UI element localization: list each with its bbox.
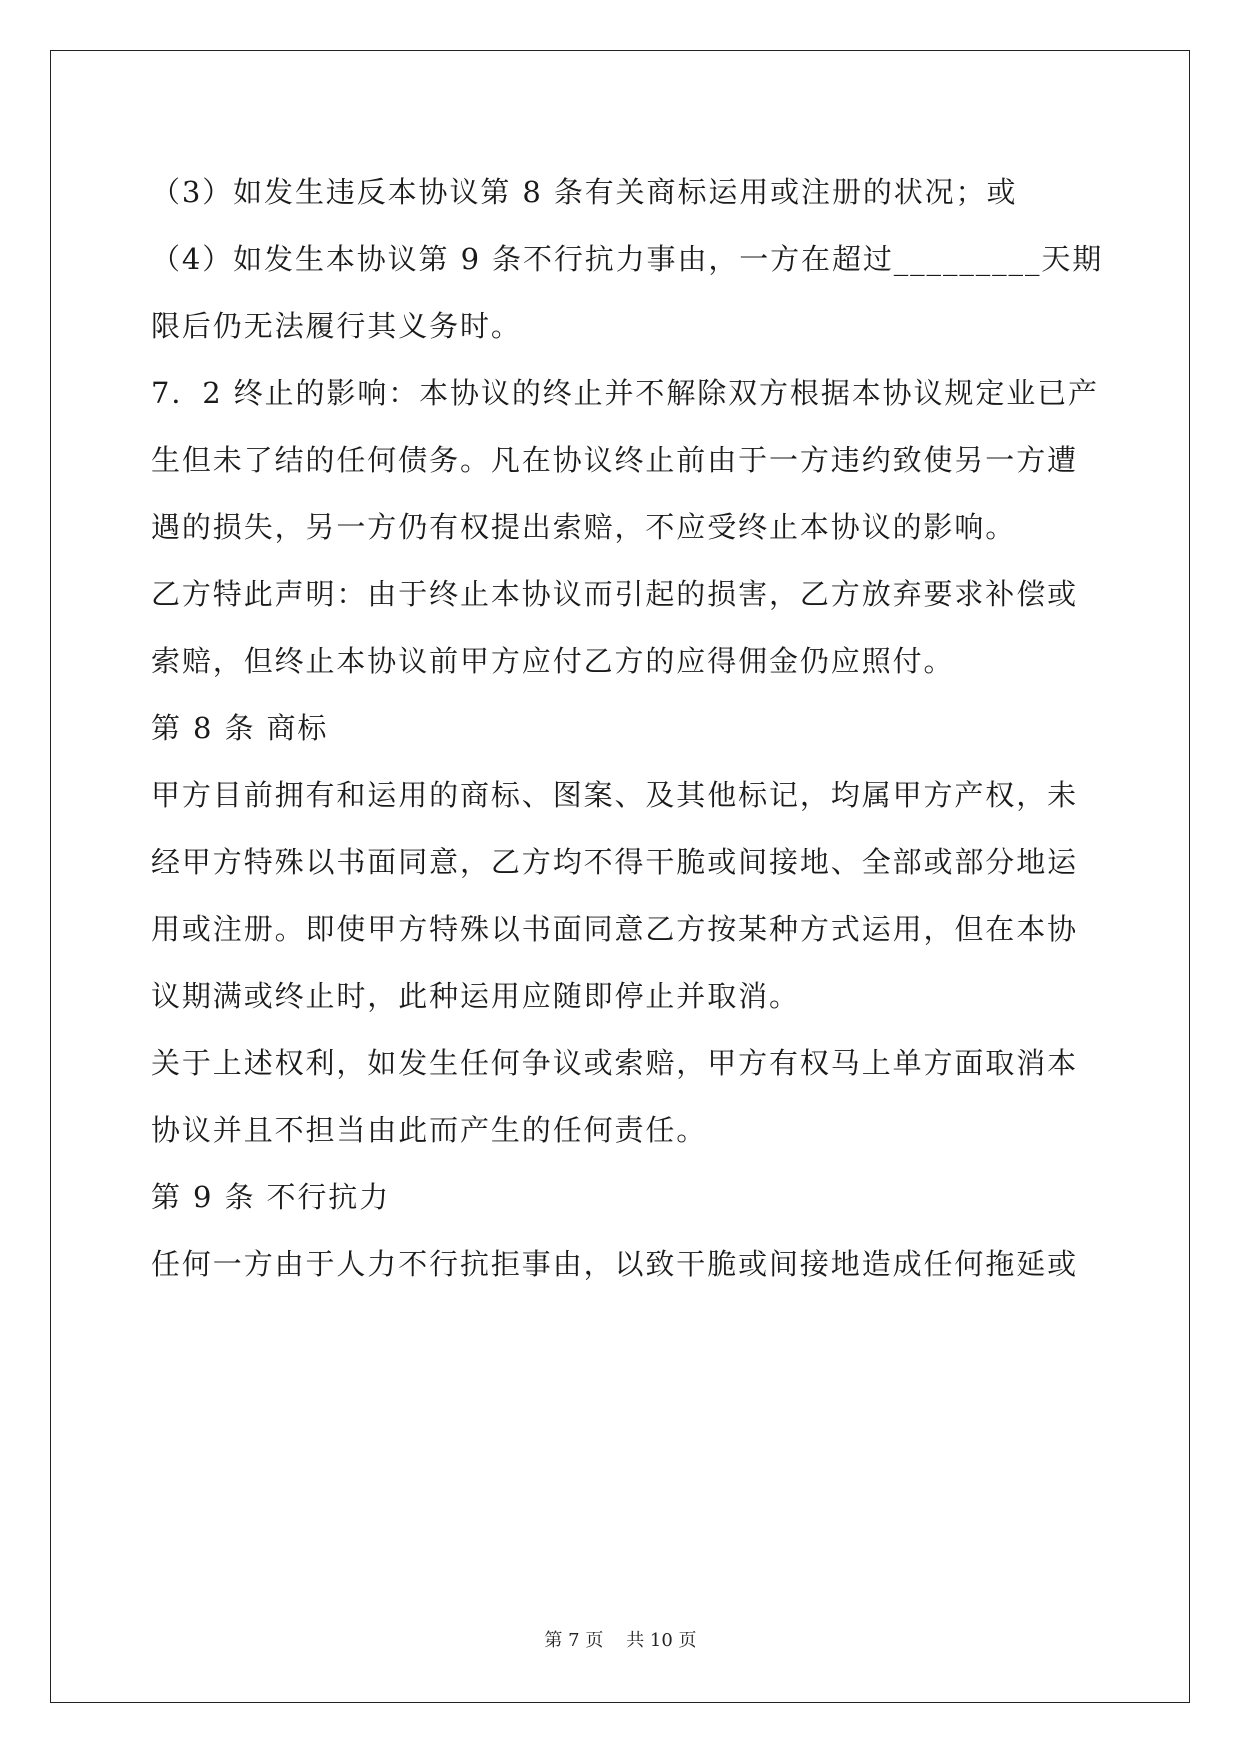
page-number-footer: 第 7 页 共 10 页 bbox=[544, 1630, 697, 1651]
text-line: 经甲方特殊以书面同意，乙方均不得干脆或间接地、全部或部分地运 bbox=[151, 845, 1079, 879]
text-line: 任何一方由于人力不行抗拒事由，以致干脆或间接地造成任何拖延或 bbox=[151, 1247, 1079, 1281]
text-line: 生但未了结的任何债务。凡在协议终止前由于一方违约致使另一方遭 bbox=[151, 443, 1079, 477]
text-line: 协议并且不担当由此而产生的任何责任。 bbox=[151, 1113, 708, 1147]
section-heading: 第 8 条 商标 bbox=[151, 711, 329, 745]
text-line: （4）如发生本协议第 9 条不行抗力事由，一方在超过_________天期 bbox=[151, 242, 1104, 276]
text-line: 用或注册。即使甲方特殊以书面同意乙方按某种方式运用，但在本协 bbox=[151, 912, 1079, 946]
section-heading: 第 9 条 不行抗力 bbox=[151, 1180, 391, 1214]
text-line: 甲方目前拥有和运用的商标、图案、及其他标记，均属甲方产权，未 bbox=[151, 778, 1079, 812]
text-line: 乙方特此声明：由于终止本协议而引起的损害，乙方放弃要求补偿或 bbox=[151, 577, 1079, 611]
text-line: 7．2 终止的影响：本协议的终止并不解除双方根据本协议规定业已产 bbox=[151, 376, 1099, 410]
text-line: 遇的损失，另一方仍有权提出索赔，不应受终止本协议的影响。 bbox=[151, 510, 1017, 544]
text-line: 关于上述权利，如发生任何争议或索赔，甲方有权马上单方面取消本 bbox=[151, 1046, 1079, 1080]
text-line: （3）如发生违反本协议第 8 条有关商标运用或注册的状况；或 bbox=[151, 175, 1018, 209]
text-line: 限后仍无法履行其义务时。 bbox=[151, 309, 522, 343]
document-body bbox=[151, 163, 1104, 1293]
text-line: 议期满或终止时，此种运用应随即停止并取消。 bbox=[151, 979, 800, 1013]
text-line: 索赔，但终止本协议前甲方应付乙方的应得佣金仍应照付。 bbox=[151, 644, 955, 678]
